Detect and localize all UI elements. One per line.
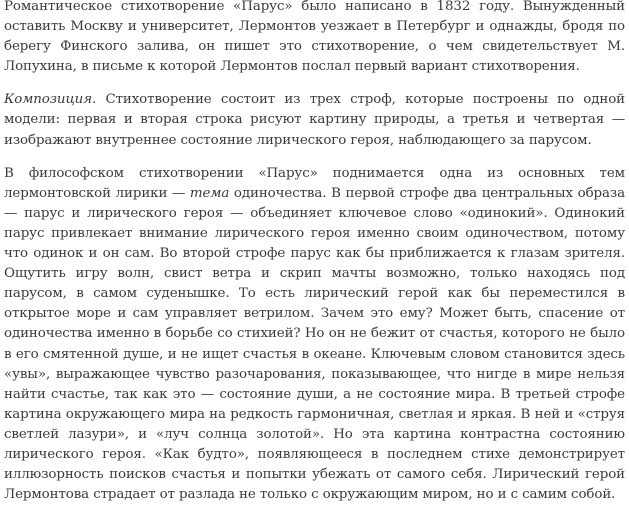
theme-paragraph <box>4 164 625 505</box>
theme-emphasis: тема <box>189 185 230 201</box>
composition-paragraph <box>4 90 625 150</box>
theme-paragraph-text-before: В философском стихотворении «Парус» поднимается одна из основных тем лермонтовской лирики — <box>4 165 625 201</box>
intro-paragraph-text: Романтическое стихотворение «Парус» было написано в 1832 году. Вынужденный оставить Москву и университет, Лермонтов уезжает в Петербург и однажды, бродя по берегу Финского залива, он пишет это стихотворение, о чем свидетельствует М. Лопухина, в письме к которой Лермонтов послал первый вариант стихотворения. <box>4 0 625 75</box>
intro-paragraph <box>4 0 625 77</box>
theme-paragraph-text-after: одиночества. В первой строфе два центральных образа — парус и лирического героя — объединяет ключевое слово «одинокий». Одинокий парус привлекает внимание лирического героя именно своим одиночеством, потому что одинок и он сам. Во второй строфе парус как бы приближается к глазам зрителя. Ощутить игру волн, свист ветра и скрип мачты возможно, только находясь под парусом, в самом суденышке. То есть лирический герой как бы переместился в открытое море и сам управляет ветрилом. Зачем это ему? Может быть, спасение от одиночества именно в борьбе со стихией? Но он не бежит от счастья, которого не было в его смятенной душе, и не ищет счастья в океане. Ключевым словом становится здесь «увы», выражающее чувство разочарования, показывающее, что нигде в мире нельзя найти счастье, так как это — состояние души, а не состояние мира. В третьей строфе картина окружающего мира на редкость гармоничная, светлая и яркая. В ней и «струя светлей лазури», и «луч солнца золотой». Но эта картина контрастна состоянию лирического героя. «Как будто», появляющееся в последнем стихе демонстрирует иллюзорность поисков счастья и попытки убежать от самого себя. Лирический герой Лермонтова страдает от разлада не только с окружающим миром, но и с самим собой. <box>4 185 625 503</box>
composition-label: Композиция <box>4 92 92 108</box>
composition-paragraph-text: . Стихотворение состоит из трех строф, которые построены по одной модели: первая и вторая строка рисуют картину природы, а третья и четвертая — изображают внутреннее состояние лирического героя, наблюдающего за парусом. <box>4 92 625 148</box>
